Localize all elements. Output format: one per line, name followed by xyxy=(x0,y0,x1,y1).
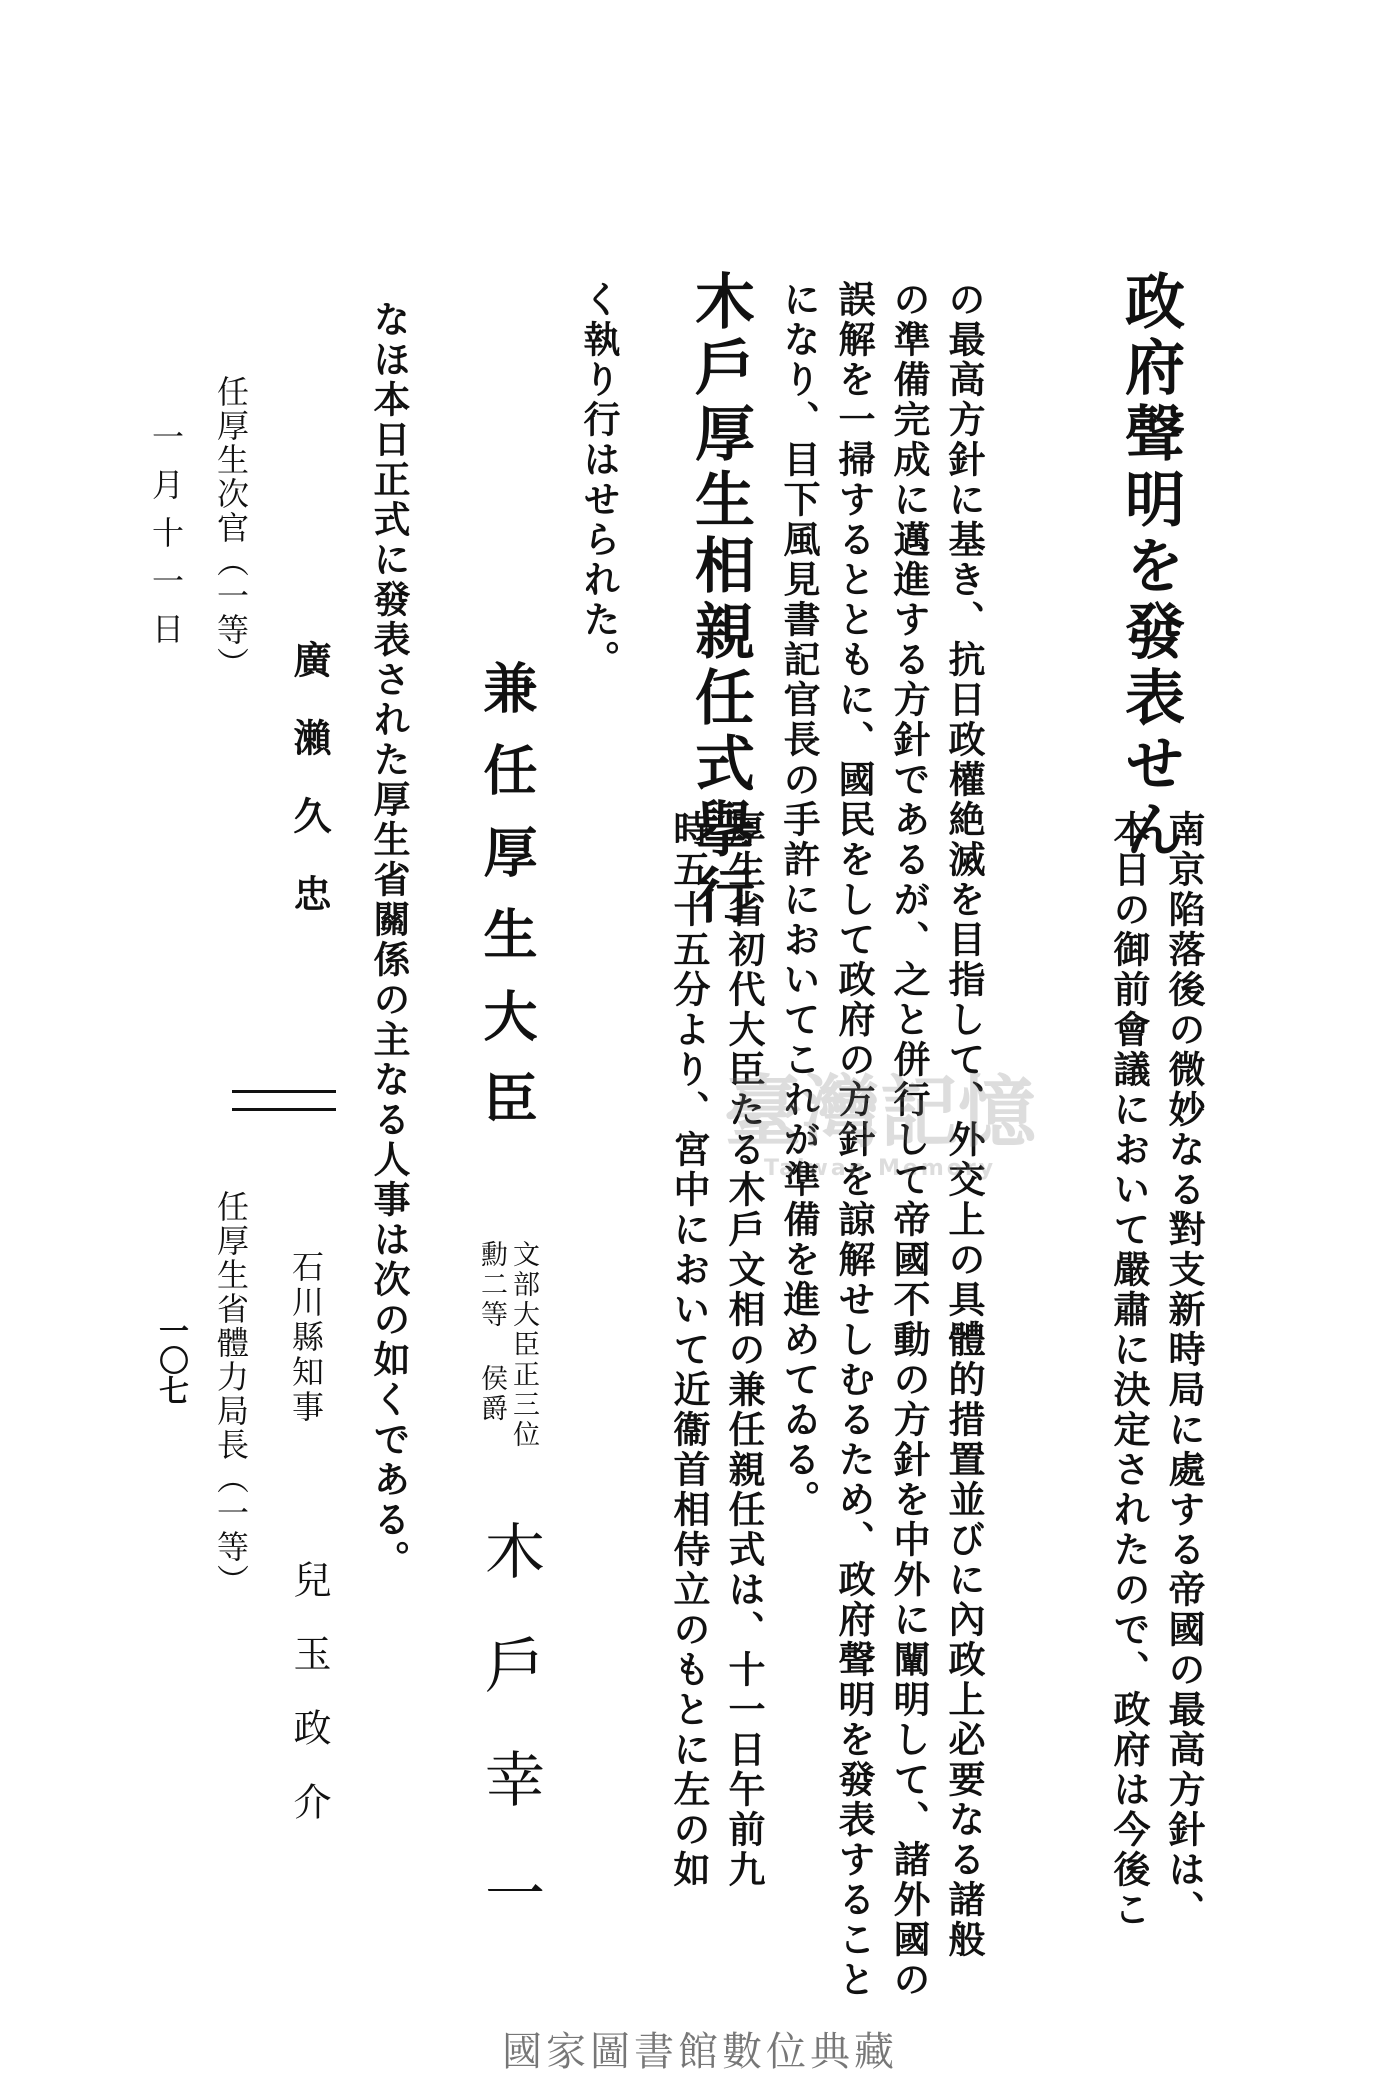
appointment-title: 兼任厚生大臣 xyxy=(475,660,539,1152)
headline-government-statement: 政府聲明を發表せん xyxy=(1115,270,1185,864)
body-text-line: く執り行はせられた。 xyxy=(577,280,621,680)
headline-kido-ceremony: 木戶厚生相親任式擧行 xyxy=(685,270,755,930)
appointee-rank-line-2: 勳二等 侯爵 xyxy=(476,1240,507,1424)
article-date: 一月十一日 xyxy=(147,420,185,660)
divider-rule xyxy=(232,1108,336,1111)
page-number: 一〇七 xyxy=(153,1315,188,1405)
body-text-line: 誤解を一掃するとともに、國民をして政府の方針を諒解せしむるため、政府聲明を發表すること xyxy=(832,280,876,2000)
body-text-line: になり、目下風見書記官長の手許においてこれが準備を進めてゐる。 xyxy=(777,280,821,1520)
body-text-line: の最高方針に基き、抗日政權絶滅を目指して、外交上の具體的措置並びに內政上必要なる諸般 xyxy=(942,280,986,1960)
divider-rule xyxy=(232,1090,336,1093)
body-text-line: 南京陷落後の微妙なる對支新時局に處する帝國の最高方針は、 xyxy=(1162,810,1206,1930)
library-footer: 國家圖書館數位典藏 xyxy=(502,2029,898,2075)
person-name-hirose: 廣瀨久忠 xyxy=(287,640,332,952)
watermark-subtext: Taiwan Memory xyxy=(763,1156,997,1181)
body-text-line: 時五十五分より、宮中において近衞首相侍立のもとに左の如 xyxy=(667,810,711,1890)
body-text-line: 本日の御前會議において嚴肅に決定されたので、政府は今後こ xyxy=(1107,810,1151,1930)
person-name-kodama: 兒玉政介 xyxy=(287,1560,331,1856)
person-title-governor: 石川縣知事 xyxy=(287,1250,325,1425)
position-bureau-chief: 任厚生省體力局長（一等） xyxy=(212,1190,250,1598)
body-text-line: なほ本日正式に發表された厚生省關係の主なる人事は次の如くである。 xyxy=(367,300,411,1580)
position-vice-minister: 任厚生次官（一等） xyxy=(212,375,250,681)
appointee-rank-line-1: 文部大臣正三位 xyxy=(508,1240,539,1450)
body-text-line: 厚生省初代大臣たる木戶文相の兼任親任式は、十一日午前九 xyxy=(722,810,766,1890)
body-text-line: の準備完成に邁進する方針であるが、之と併行して帝國不動の方針を中外に闡明して、諸外國の xyxy=(887,280,931,2000)
watermark xyxy=(700,1050,1060,1190)
watermark-text: 臺灣記憶 xyxy=(723,1067,1036,1158)
appointee-name: 木戶幸一 xyxy=(475,1520,545,1976)
